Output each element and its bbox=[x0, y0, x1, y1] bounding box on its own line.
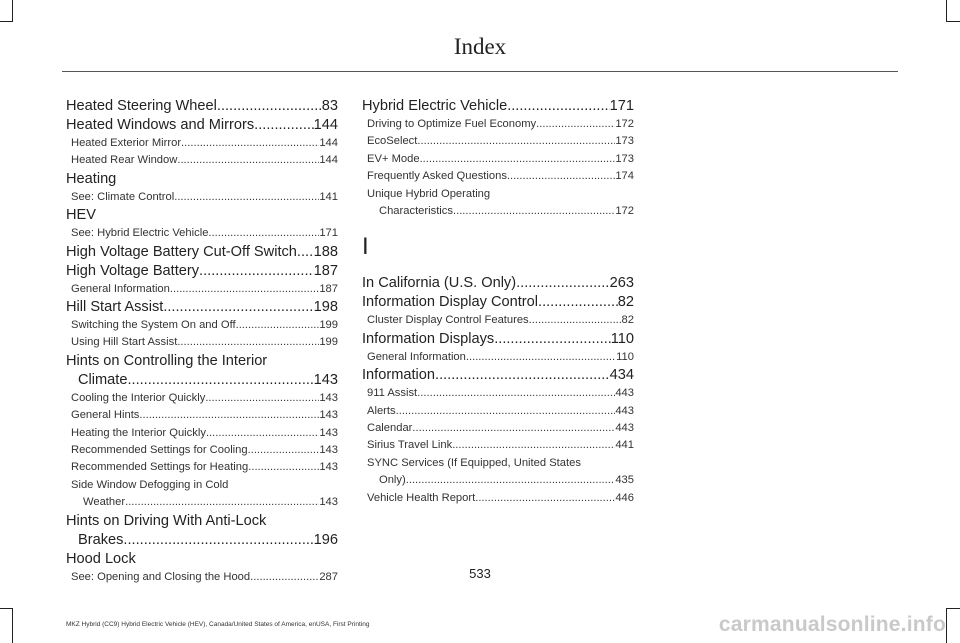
leader-dots bbox=[125, 494, 319, 511]
index-entry bbox=[362, 274, 634, 293]
leader-dots bbox=[208, 225, 319, 242]
entry-text: Frequently Asked Questions bbox=[367, 170, 507, 183]
leader-dots bbox=[406, 472, 616, 489]
leader-dots bbox=[494, 330, 611, 349]
index-letter: I bbox=[362, 233, 369, 261]
entry-text: Calendar bbox=[367, 422, 413, 435]
entry-text: Heated Rear Window bbox=[71, 154, 178, 167]
leader-dots bbox=[536, 116, 615, 133]
entry-page: 196 bbox=[313, 531, 338, 548]
entry-page: 144 bbox=[319, 137, 338, 149]
entry-text: General Hints bbox=[71, 409, 140, 422]
leader-dots bbox=[206, 425, 319, 442]
entry-text: See: Opening and Closing the Hood bbox=[71, 570, 251, 583]
entry-page: 187 bbox=[319, 282, 338, 295]
entry-page: 435 bbox=[615, 474, 634, 487]
index-entry bbox=[66, 189, 338, 206]
index-entry bbox=[66, 442, 338, 459]
entry-text: Alerts bbox=[367, 404, 396, 417]
leader-dots bbox=[205, 390, 319, 407]
entry-text: Cooling the Interior Quickly bbox=[71, 391, 206, 404]
index-entry bbox=[66, 262, 338, 281]
entry-text: EV+ Mode bbox=[367, 152, 420, 165]
entry-page: 141 bbox=[319, 190, 338, 203]
leader-dots bbox=[127, 371, 313, 390]
index-entry bbox=[362, 116, 634, 133]
entry-page: 188 bbox=[313, 243, 338, 260]
index-column-right bbox=[362, 97, 634, 507]
index-entry bbox=[362, 403, 634, 420]
footer-text: MKZ Hybrid (CC9) Hybrid Electric Vehicle (HEV), Canada/United States of America, enUSA, First Printing bbox=[66, 621, 370, 628]
entry-text: Heated Windows and Mirrors bbox=[66, 117, 255, 133]
leader-dots bbox=[297, 243, 314, 262]
index-entry bbox=[66, 425, 338, 442]
crop-mark-bottom-left-h bbox=[0, 608, 13, 609]
entry-text: General Information bbox=[71, 282, 170, 295]
index-entry bbox=[362, 437, 634, 454]
entry-text: Recommended Settings for Cooling bbox=[71, 444, 248, 457]
entry-page: 173 bbox=[615, 135, 634, 148]
entry-page: 143 bbox=[319, 496, 338, 509]
leader-dots bbox=[217, 97, 322, 116]
entry-page: 443 bbox=[615, 422, 634, 435]
leader-dots bbox=[254, 116, 313, 135]
entry-page: 187 bbox=[313, 262, 338, 279]
index-entry bbox=[66, 298, 338, 317]
header-rule bbox=[62, 71, 898, 72]
index-entry-first-line: SYNC Services (If Equipped, United States bbox=[367, 456, 581, 469]
crop-mark-bottom-left-v bbox=[12, 608, 13, 643]
entry-text: Hybrid Electric Vehicle bbox=[362, 98, 508, 114]
leader-dots bbox=[420, 151, 616, 168]
leader-dots bbox=[507, 168, 615, 185]
leader-dots bbox=[177, 334, 319, 351]
entry-text: Cluster Display Control Features bbox=[367, 314, 529, 327]
watermark-text: carmanualsonline.info bbox=[718, 613, 946, 636]
index-entry bbox=[362, 366, 634, 385]
index-entry bbox=[66, 531, 338, 550]
entry-page: 143 bbox=[313, 371, 338, 388]
crop-mark-top-right-v bbox=[946, 0, 947, 22]
leader-dots bbox=[396, 403, 616, 420]
entry-page: 82 bbox=[621, 314, 634, 327]
entry-text: Recommended Settings for Heating bbox=[71, 461, 249, 474]
entry-text: Characteristics bbox=[379, 205, 453, 218]
leader-dots bbox=[466, 349, 616, 366]
entry-text: Heating the Interior Quickly bbox=[71, 426, 206, 439]
index-column-left bbox=[66, 97, 338, 586]
leader-dots bbox=[248, 459, 319, 476]
entry-page: 143 bbox=[319, 409, 338, 422]
entry-text: Information Displays bbox=[362, 330, 495, 347]
index-entry bbox=[66, 97, 338, 116]
leader-dots bbox=[529, 312, 622, 329]
leader-dots bbox=[453, 203, 615, 220]
index-entry bbox=[362, 151, 634, 168]
entry-page: 172 bbox=[615, 205, 634, 218]
crop-mark-bottom-right-h bbox=[946, 608, 960, 609]
entry-page: 143 bbox=[319, 391, 338, 404]
entry-page: 171 bbox=[319, 227, 338, 240]
entry-text: High Voltage Battery Cut-Off Switch bbox=[66, 243, 297, 260]
leader-dots bbox=[412, 420, 615, 437]
entry-page: 173 bbox=[615, 152, 634, 165]
leader-dots bbox=[475, 490, 615, 507]
leader-dots bbox=[417, 133, 615, 150]
index-entry bbox=[362, 133, 634, 150]
index-entry bbox=[66, 390, 338, 407]
index-entry bbox=[66, 459, 338, 476]
entry-text: High Voltage Battery bbox=[66, 262, 200, 279]
entry-text: Weather bbox=[83, 496, 126, 509]
index-entry bbox=[362, 293, 634, 312]
entry-page: 144 bbox=[319, 154, 338, 167]
page-title: Index bbox=[453, 34, 507, 59]
index-entry bbox=[66, 243, 338, 262]
index-entry bbox=[66, 317, 338, 334]
leader-dots bbox=[538, 293, 618, 312]
entry-text: Using Hill Start Assist bbox=[71, 336, 178, 349]
index-entry bbox=[362, 490, 634, 507]
index-heading: Hood Lock bbox=[66, 550, 136, 567]
entry-page: 199 bbox=[319, 336, 338, 349]
entry-page: 143 bbox=[319, 426, 338, 439]
index-entry bbox=[66, 135, 338, 152]
entry-text: Vehicle Health Report bbox=[367, 491, 476, 504]
leader-dots bbox=[123, 531, 313, 550]
entry-text: Information Display Control bbox=[362, 294, 539, 311]
leader-dots bbox=[236, 317, 320, 334]
index-entry bbox=[362, 420, 634, 437]
index-entry bbox=[362, 312, 634, 329]
leader-dots bbox=[199, 262, 314, 281]
entry-page: 110 bbox=[610, 330, 634, 347]
entry-page: 83 bbox=[321, 98, 338, 114]
leader-dots bbox=[507, 97, 609, 116]
index-entry bbox=[66, 225, 338, 242]
index-entry bbox=[66, 334, 338, 351]
leader-dots bbox=[163, 298, 313, 317]
entry-text: Hill Start Assist bbox=[66, 299, 164, 316]
entry-page: 441 bbox=[615, 439, 634, 452]
index-entry bbox=[66, 494, 338, 511]
entry-text: Heated Exterior Mirror bbox=[71, 137, 182, 149]
leader-dots bbox=[417, 385, 615, 402]
entry-page: 174 bbox=[615, 170, 634, 183]
index-entry bbox=[362, 349, 634, 366]
leader-dots bbox=[170, 281, 319, 298]
entry-text: General Information bbox=[367, 350, 466, 363]
entry-page: 443 bbox=[615, 387, 634, 400]
leader-dots bbox=[248, 442, 320, 459]
index-entry bbox=[66, 371, 338, 390]
entry-page: 199 bbox=[319, 319, 338, 332]
entry-page: 110 bbox=[616, 350, 634, 363]
crop-mark-bottom-right-v bbox=[946, 608, 947, 643]
index-entry bbox=[362, 330, 634, 349]
entry-page: 171 bbox=[609, 98, 634, 114]
index-entry bbox=[66, 407, 338, 424]
index-entry bbox=[66, 152, 338, 169]
index-entry-first-line: Hints on Controlling the Interior bbox=[66, 352, 268, 369]
entry-text: Brakes bbox=[78, 531, 124, 548]
index-heading: HEV bbox=[66, 207, 97, 224]
entry-text: Information bbox=[362, 367, 436, 384]
entry-page: 287 bbox=[319, 570, 338, 583]
entry-page: 263 bbox=[609, 275, 634, 292]
index-entry bbox=[362, 472, 634, 489]
entry-text: Heated Steering Wheel bbox=[66, 98, 217, 114]
entry-text: Switching the System On and Off bbox=[71, 319, 236, 332]
entry-text: Only) bbox=[379, 474, 406, 487]
leader-dots bbox=[452, 437, 615, 454]
entry-page: 82 bbox=[617, 294, 634, 311]
index-entry-first-line: Unique Hybrid Operating bbox=[367, 187, 491, 200]
crop-mark-top-left-v bbox=[12, 0, 13, 22]
entry-page: 443 bbox=[615, 404, 634, 417]
index-entry bbox=[362, 385, 634, 402]
entry-page: 144 bbox=[313, 117, 338, 133]
index-entry bbox=[362, 203, 634, 220]
index-entry bbox=[362, 97, 634, 116]
entry-page: 143 bbox=[319, 461, 338, 474]
leader-dots bbox=[139, 407, 319, 424]
leader-dots bbox=[435, 366, 610, 385]
entry-text: Climate bbox=[78, 371, 128, 388]
entry-page: 446 bbox=[615, 491, 634, 504]
entry-text: Sirius Travel Link bbox=[367, 439, 453, 452]
leader-dots bbox=[177, 152, 319, 169]
entry-text: See: Climate Control bbox=[71, 190, 175, 203]
index-entry bbox=[66, 116, 338, 135]
entry-text: EcoSelect bbox=[367, 135, 418, 148]
leader-dots bbox=[516, 274, 610, 293]
entry-page: 143 bbox=[319, 444, 338, 457]
index-entry bbox=[362, 168, 634, 185]
entry-text: See: Hybrid Electric Vehicle bbox=[71, 227, 209, 240]
leader-dots bbox=[181, 135, 319, 152]
entry-page: 198 bbox=[313, 299, 338, 316]
index-entry bbox=[66, 281, 338, 298]
index-entry-first-line: Hints on Driving With Anti-Lock bbox=[66, 512, 267, 529]
entry-text: Driving to Optimize Fuel Economy bbox=[367, 118, 537, 130]
index-heading: Heating bbox=[66, 170, 117, 187]
entry-text: In California (U.S. Only) bbox=[362, 275, 517, 292]
crop-mark-top-right-h bbox=[946, 21, 960, 22]
entry-page: 172 bbox=[615, 118, 634, 130]
entry-text: 911 Assist bbox=[367, 387, 418, 400]
entry-page: 434 bbox=[609, 367, 634, 384]
crop-mark-top-left-h bbox=[0, 21, 13, 22]
index-entry-first-line: Side Window Defogging in Cold bbox=[71, 478, 229, 491]
leader-dots bbox=[174, 189, 319, 206]
page-number: 533 bbox=[469, 566, 491, 581]
